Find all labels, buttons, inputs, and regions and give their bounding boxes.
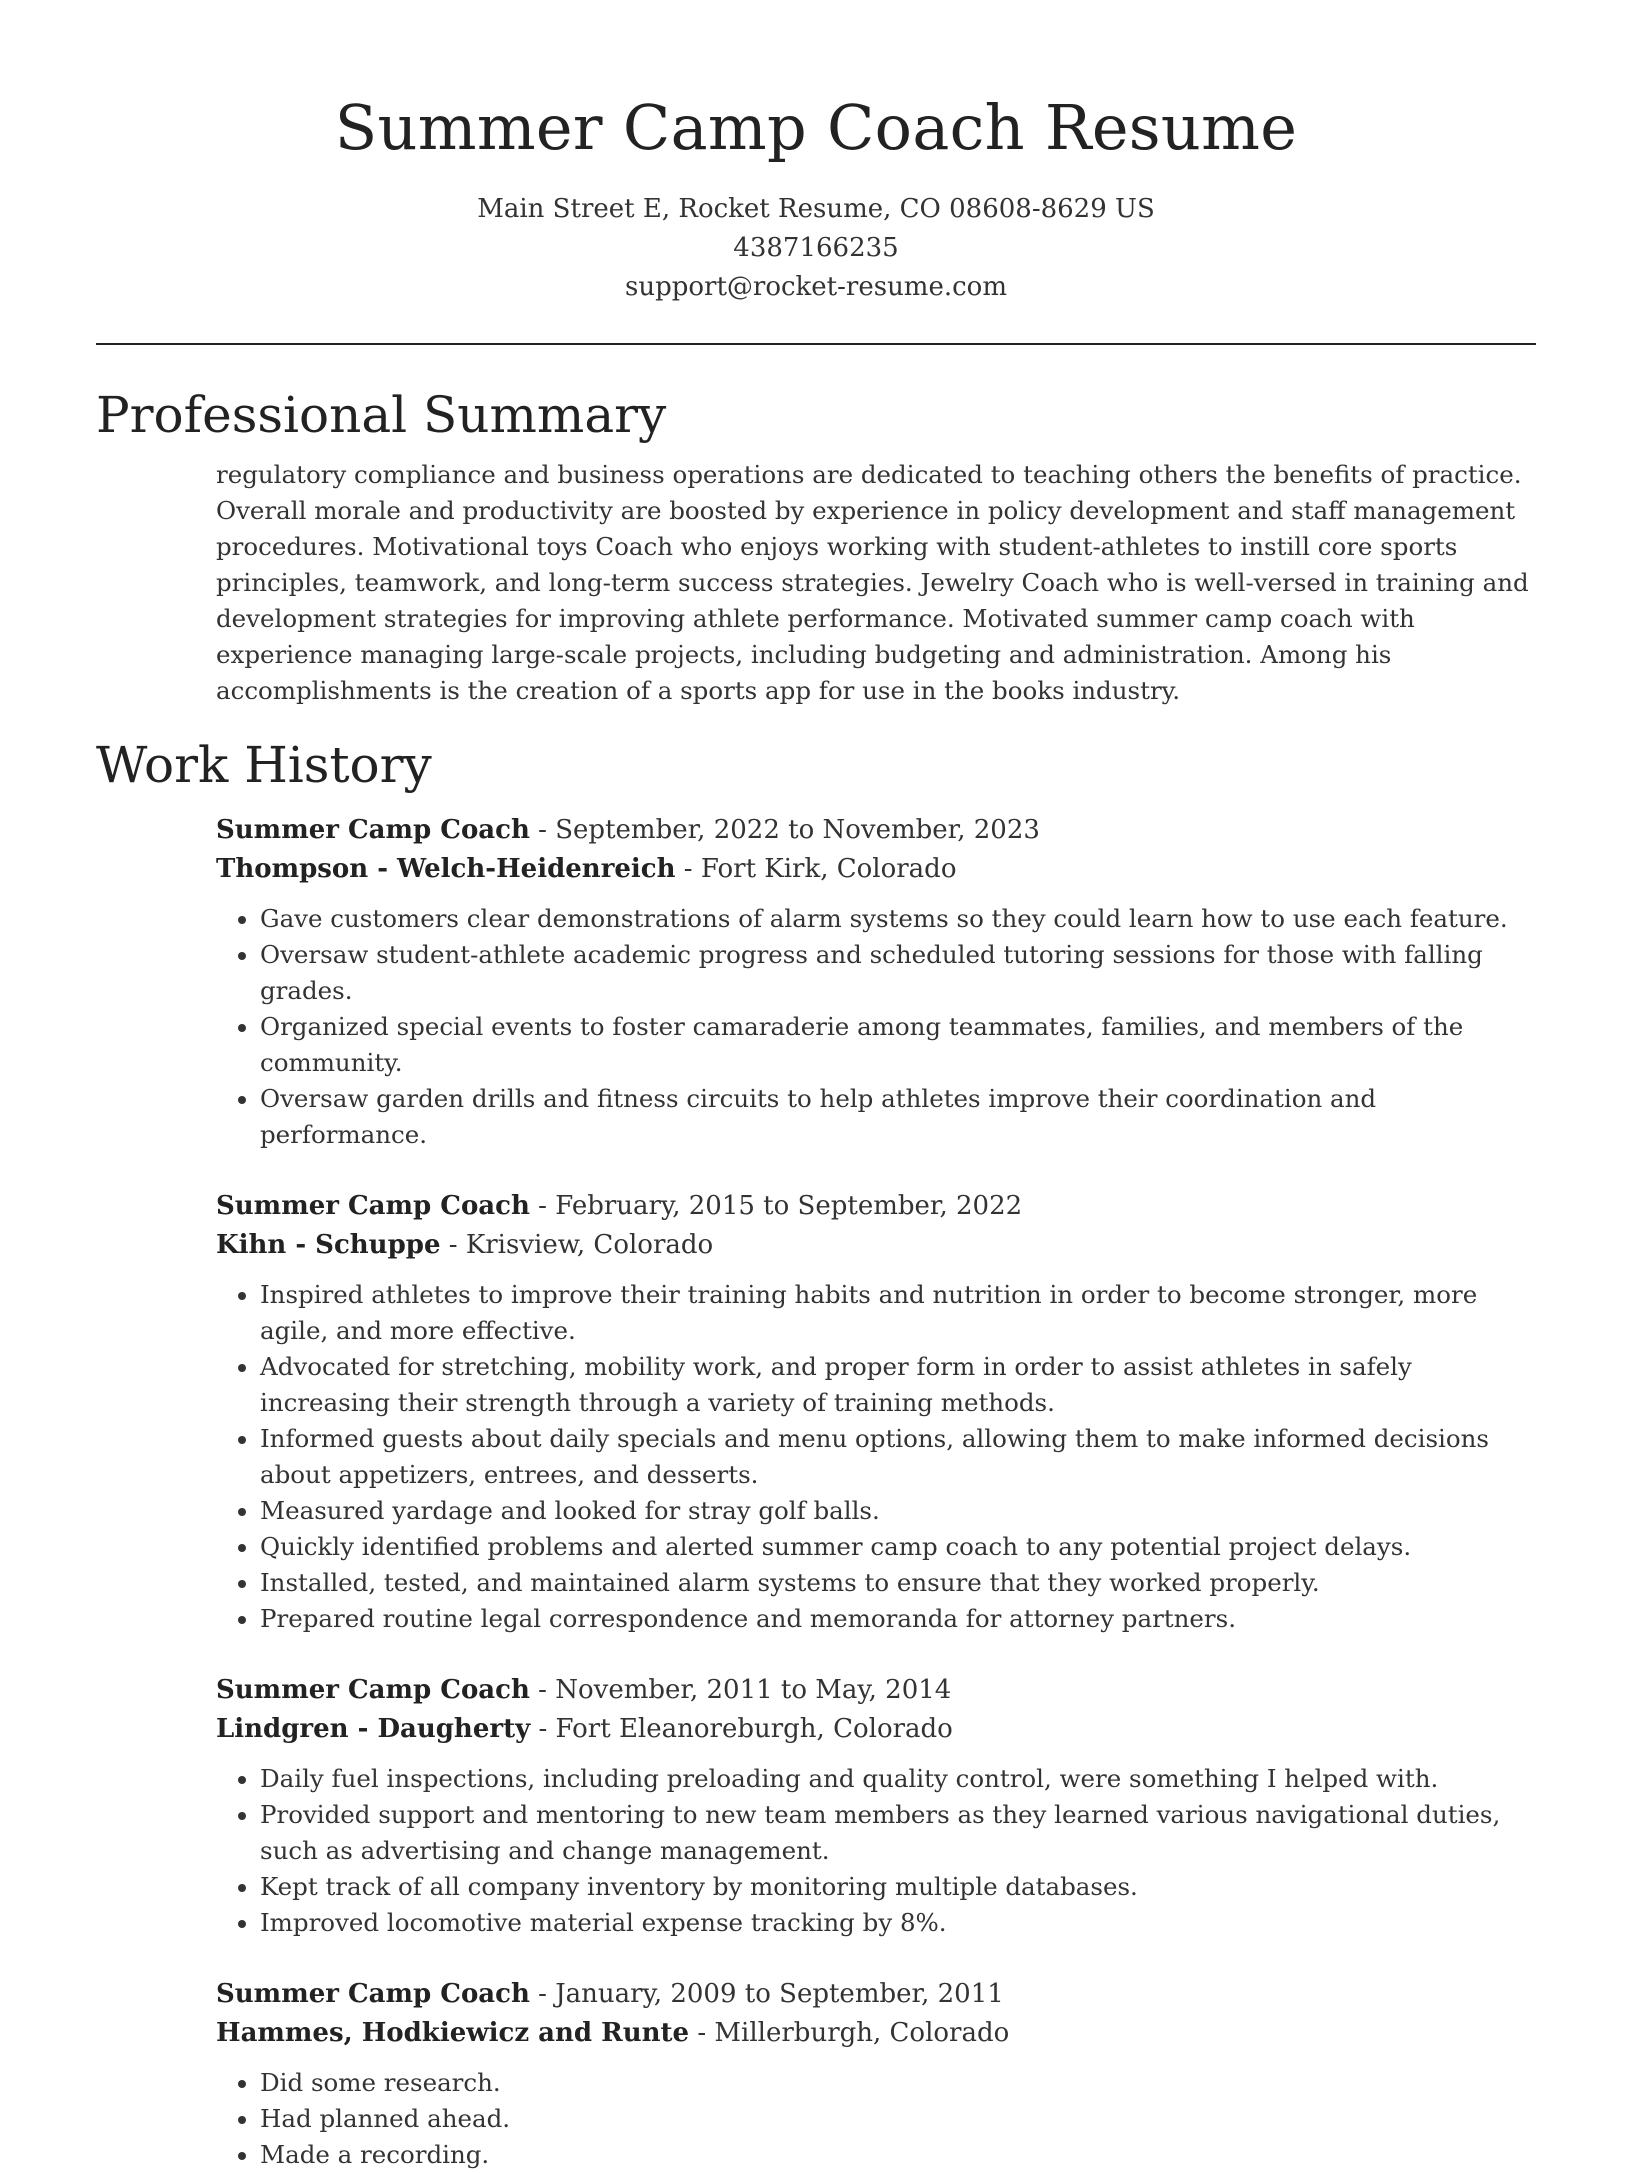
- bullet-item: • Informed guests about daily specials and menu options, allowing them to make informed decisions about appetizers, entrees, and desserts.: [260, 1421, 1536, 1493]
- job-company-line: [216, 1226, 1536, 1265]
- job-company-line: [216, 2014, 1536, 2053]
- job-location: Millerburgh, Colorado: [714, 2018, 1010, 2048]
- separator: -: [529, 1191, 556, 1221]
- separator: -: [529, 1675, 556, 1705]
- bullet-item: • Organized special events to foster camaraderie among teammates, families, and members of the community.: [260, 1009, 1536, 1081]
- job-entry: [216, 1671, 1536, 1941]
- job-title-line: [216, 1187, 1536, 1226]
- bullet-item: • Kept track of all company inventory by monitoring multiple databases.: [260, 1869, 1536, 1905]
- section-title-work: Work History: [96, 736, 432, 794]
- job-bullets: [216, 1761, 1536, 1941]
- bullet-item: • Oversaw garden drills and fitness circuits to help athletes improve their coordination and performance.: [260, 1081, 1536, 1153]
- job-title-line: [216, 1671, 1536, 1710]
- separator: -: [530, 1714, 556, 1744]
- contact-phone: 4387166235: [733, 233, 899, 263]
- bullet-item: • Measured yardage and looked for stray golf balls.: [260, 1493, 1536, 1529]
- job-dates: September, 2022 to November, 2023: [555, 815, 1040, 845]
- job-entry: [216, 811, 1536, 1153]
- job-location: Fort Eleanoreburgh, Colorado: [555, 1714, 953, 1744]
- job-bullets: [216, 901, 1536, 1153]
- bullet-item: • Made a recording.: [260, 2137, 1536, 2173]
- contact-block: [0, 190, 1632, 307]
- job-entry: [216, 1187, 1536, 1637]
- section-title-summary: Professional Summary: [96, 386, 667, 444]
- job-dates: January, 2009 to September, 2011: [555, 1979, 1004, 2009]
- bullet-item: • Daily fuel inspections, including preloading and quality control, were something I helped with.: [260, 1761, 1536, 1797]
- header-divider: [96, 343, 1536, 345]
- resume-header: [0, 0, 1632, 307]
- separator: -: [440, 1230, 466, 1260]
- job-dates: November, 2011 to May, 2014: [555, 1675, 952, 1705]
- bullet-item: • Prepared routine legal correspondence and memoranda for attorney partners.: [260, 1601, 1536, 1637]
- bullet-item: • Inspired athletes to improve their training habits and nutrition in order to become stronger, more agile, and more effective.: [260, 1277, 1536, 1349]
- bullet-item: • Gave customers clear demonstrations of alarm systems so they could learn how to use each feature.: [260, 901, 1536, 937]
- job-company: Lindgren - Daugherty: [216, 1714, 531, 1744]
- professional-summary-section: [0, 385, 1632, 709]
- separator: -: [675, 854, 701, 884]
- job-company-line: [216, 850, 1536, 889]
- contact-address: Main Street E, Rocket Resume, CO 08608-8629 US: [477, 194, 1155, 224]
- job-company: Hammes, Hodkiewicz and Runte: [216, 2018, 690, 2048]
- bullet-item: • Had planned ahead.: [260, 2101, 1536, 2137]
- resume-title: Summer Camp Coach Resume: [334, 91, 1298, 164]
- job-location: Fort Kirk, Colorado: [700, 854, 957, 884]
- separator: -: [689, 2018, 715, 2048]
- summary-text: regulatory compliance and business operations are dedicated to teaching others the benefits of practice. Overall morale and productivity are boosted by experience in policy development and staff management procedures. Motivational toys Coach who enjoys working with student-athletes to instill core sports principles, teamwork, and long-term success strategies. Jewelry Coach who is well-versed in training and development strategies for improving athlete performance. Motivated summer camp coach with experience managing large-scale projects, including budgeting and administration. Among his accomplishments is the creation of a sports app for use in the books industry.: [216, 460, 1529, 705]
- job-title-line: [216, 811, 1536, 850]
- bullet-item: • Oversaw student-athlete academic progress and scheduled tutoring sessions for those with falling grades.: [260, 937, 1536, 1009]
- job-role: Summer Camp Coach: [216, 1979, 530, 2009]
- job-company: Thompson - Welch-Heidenreich: [216, 854, 676, 884]
- job-company-line: [216, 1710, 1536, 1749]
- job-role: Summer Camp Coach: [216, 1191, 530, 1221]
- job-bullets: [216, 1277, 1536, 1637]
- bullet-item: • Advocated for stretching, mobility work, and proper form in order to assist athletes in safely increasing their strength through a variety of training methods.: [260, 1349, 1536, 1421]
- bullet-item: • Provided support and mentoring to new team members as they learned various navigational duties, such as advertising and change management.: [260, 1797, 1536, 1869]
- work-history-section: [0, 735, 1632, 2173]
- job-entry: [216, 1975, 1536, 2173]
- job-company: Kihn - Schuppe: [216, 1230, 441, 1260]
- bullet-item: • Improved locomotive material expense tracking by 8%.: [260, 1905, 1536, 1941]
- bullet-item: • Quickly identified problems and alerted summer camp coach to any potential project delays.: [260, 1529, 1536, 1565]
- separator: -: [529, 815, 556, 845]
- bullet-item: • Did some research.: [260, 2065, 1536, 2101]
- separator: -: [529, 1979, 556, 2009]
- job-bullets: [216, 2065, 1536, 2173]
- job-role: Summer Camp Coach: [216, 815, 530, 845]
- bullet-item: • Installed, tested, and maintained alarm systems to ensure that they worked properly.: [260, 1565, 1536, 1601]
- job-role: Summer Camp Coach: [216, 1675, 530, 1705]
- job-location: Krisview, Colorado: [465, 1230, 714, 1260]
- job-dates: February, 2015 to September, 2022: [555, 1191, 1023, 1221]
- contact-email: support@rocket-resume.com: [624, 272, 1007, 302]
- job-title-line: [216, 1975, 1536, 2014]
